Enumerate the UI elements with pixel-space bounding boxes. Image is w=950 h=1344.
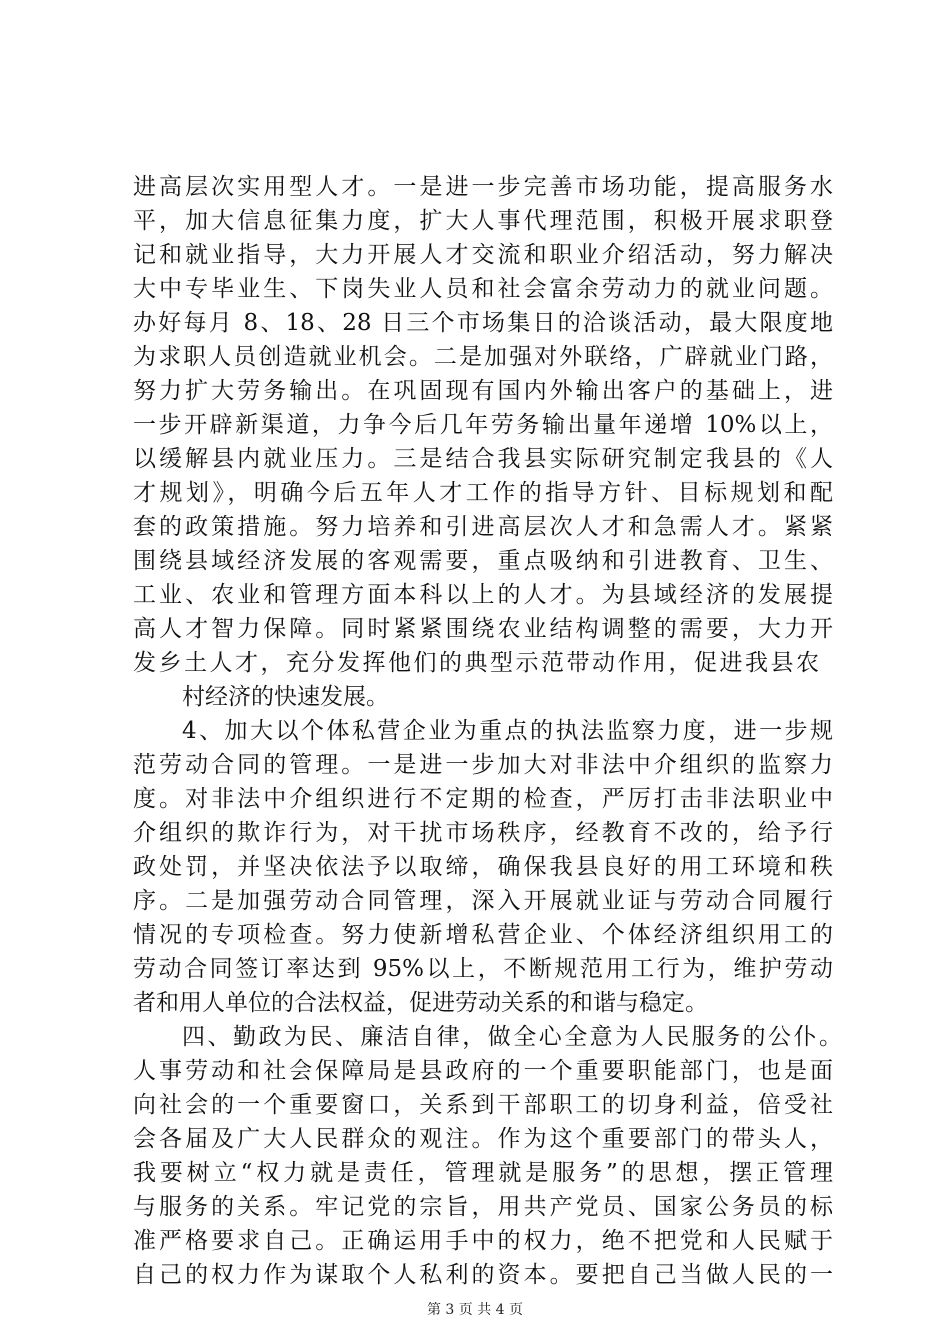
body-text-line: 政处罚，并坚决依法予以取缔，确保我县良好的用工环境和秩 bbox=[133, 854, 833, 880]
body-text-line: 发乡土人才，充分发挥他们的典型示范带动作用，促进我县农 bbox=[133, 650, 819, 676]
body-text-line: 努力扩大劳务输出。在巩固现有国内外输出客户的基础上，进 bbox=[133, 378, 833, 404]
body-text-line: 介组织的欺诈行为，对干扰市场秩序，经教育不改的，给予行 bbox=[133, 820, 833, 846]
body-text-line: 围绕县域经济发展的客观需要，重点吸纳和引进教育、卫生、 bbox=[133, 548, 833, 574]
body-text-line: 工业、农业和管理方面本科以上的人才。为县域经济的发展提 bbox=[133, 582, 833, 608]
paragraph-start-line: 4、加大以个体私营企业为重点的执法监察力度，进一步规 bbox=[182, 718, 833, 744]
body-text-line: 村经济的快速发展。 bbox=[182, 684, 389, 710]
body-text-line: 一步开辟新渠道，力争今后几年劳务输出量年递增 10%以上， bbox=[133, 412, 833, 438]
body-text-line: 平，加大信息征集力度，扩大人事代理范围，积极开展求职登 bbox=[133, 208, 833, 234]
body-text-line: 情况的专项检查。努力使新增私营企业、个体经济组织用工的 bbox=[133, 922, 833, 948]
body-text-line: 者和用人单位的合法权益，促进劳动关系的和谐与稳定。 bbox=[133, 990, 708, 1016]
body-text-line: 才规划》，明确今后五年人才工作的指导方针、目标规划和配 bbox=[133, 480, 833, 506]
page-footer: 第 3 页 共 4 页 bbox=[426, 1302, 524, 1318]
body-text-line: 办好每月 8、18、28 日三个市场集日的洽谈活动，最大限度地 bbox=[133, 310, 833, 336]
body-text-line: 准严格要求自己。正确运用手中的权力，绝不把党和人民赋于 bbox=[133, 1228, 833, 1254]
section-heading-line: 四、勤政为民、廉洁自律，做全心全意为人民服务的公仆。 bbox=[182, 1024, 842, 1050]
body-text-line: 套的政策措施。努力培养和引进高层次人才和急需人才。紧紧 bbox=[133, 514, 833, 540]
body-text-line: 序。二是加强劳动合同管理，深入开展就业证与劳动合同履行 bbox=[133, 888, 833, 914]
body-text-line: 我要树立“权力就是责任，管理就是服务”的思想，摆正管理 bbox=[133, 1160, 833, 1186]
body-text-line: 高人才智力保障。同时紧紧围绕农业结构调整的需要，大力开 bbox=[133, 616, 833, 642]
body-text-line: 与服务的关系。牢记党的宗旨，用共产党员、国家公务员的标 bbox=[133, 1194, 833, 1220]
body-text-line: 记和就业指导，大力开展人才交流和职业介绍活动，努力解决 bbox=[133, 242, 833, 268]
body-text-line: 度。对非法中介组织进行不定期的检查，严厉打击非法职业中 bbox=[133, 786, 833, 812]
body-text-line: 劳动合同签订率达到 95%以上，不断规范用工行为，维护劳动 bbox=[133, 956, 833, 982]
body-text-line: 人事劳动和社会保障局是县政府的一个重要职能部门，也是面 bbox=[133, 1058, 833, 1084]
body-text-line: 以缓解县内就业压力。三是结合我县实际研究制定我县的《人 bbox=[133, 446, 833, 472]
body-text-line: 范劳动合同的管理。一是进一步加大对非法中介组织的监察力 bbox=[133, 752, 833, 778]
body-text-line: 向社会的一个重要窗口，关系到干部职工的切身利益，倍受社 bbox=[133, 1092, 833, 1118]
body-text-line: 进高层次实用型人才。一是进一步完善市场功能，提高服务水 bbox=[133, 174, 833, 200]
body-text-line: 自己的权力作为谋取个人私利的资本。要把自己当做人民的一 bbox=[133, 1262, 833, 1288]
body-text-line: 会各届及广大人民群众的观注。作为这个重要部门的带头人， bbox=[133, 1126, 833, 1152]
body-text-line: 大中专毕业生、下岗失业人员和社会富余劳动力的就业问题。 bbox=[133, 276, 833, 302]
body-text-line: 为求职人员创造就业机会。二是加强对外联络，广辟就业门路， bbox=[133, 344, 833, 370]
